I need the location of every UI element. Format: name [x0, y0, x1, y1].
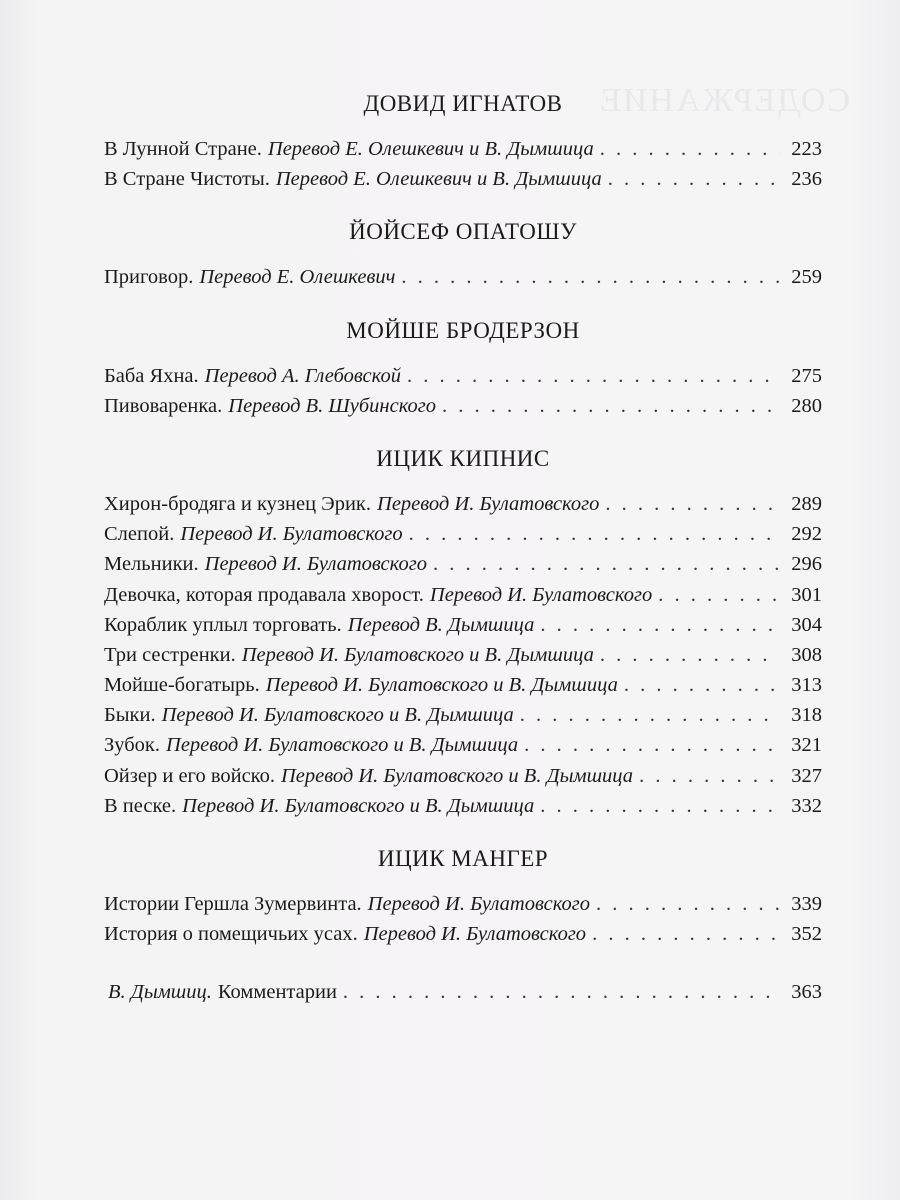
page-number: 223 — [791, 138, 822, 160]
dot-leader — [608, 164, 780, 194]
dot-leader — [540, 610, 780, 640]
entry-translator: Перевод Е. Олешкевич — [199, 266, 396, 289]
toc-entry — [104, 361, 822, 391]
dot-leader — [605, 489, 780, 519]
entry-title: Зубок. — [104, 734, 161, 757]
entry-title: История о помещичьих усах. — [104, 923, 358, 946]
toc-entry — [104, 670, 822, 700]
entry-title: Мойше-богатырь. — [104, 674, 260, 697]
toc-entry — [104, 791, 822, 821]
page-number: 301 — [791, 583, 822, 606]
dot-leader — [442, 391, 780, 421]
toc-entry — [104, 761, 822, 791]
page-number: 259 — [791, 266, 822, 289]
page-number: 236 — [791, 168, 822, 191]
toc-section — [104, 311, 822, 421]
entry-translator: Перевод И. Булатовского — [204, 553, 427, 576]
entry-title: Кораблик уплыл торговать. — [104, 613, 342, 636]
entry-title: Слепой. — [104, 523, 175, 546]
entry-translator: Перевод Е. Олешкевич и В. Дымшица — [267, 138, 594, 160]
toc-entry — [104, 489, 822, 519]
page-number: 280 — [791, 394, 822, 417]
toc-entry — [104, 730, 822, 760]
dot-leader — [407, 361, 780, 391]
toc-entry — [104, 549, 822, 579]
page-number: 332 — [791, 794, 822, 817]
page-number: 321 — [791, 734, 822, 757]
dot-leader — [409, 519, 780, 549]
table-of-contents — [104, 84, 822, 1008]
toc-entry — [104, 640, 822, 670]
entry-title: Приговор. — [104, 266, 194, 289]
author-heading: ИЦИК КИПНИС — [376, 445, 550, 471]
page-number: 313 — [791, 674, 822, 697]
dot-leader — [524, 730, 780, 760]
toc-entry — [104, 519, 822, 549]
entry-translator: Перевод И. Булатовского — [429, 583, 653, 606]
dot-leader — [520, 700, 780, 730]
toc-entry — [104, 134, 822, 164]
dot-leader — [639, 761, 780, 791]
bleed-through-text: СОДЕРЖАНИЕ — [597, 82, 850, 119]
page-number: 318 — [791, 704, 822, 727]
entry-translator: Перевод И. Булатовского — [180, 523, 403, 546]
page-number: 308 — [791, 643, 822, 666]
entry-title: Баба Яхна. — [104, 364, 199, 387]
toc-entry — [104, 391, 822, 421]
entry-title: Три сестренки. — [104, 643, 236, 666]
page-number: 363 — [791, 981, 822, 1004]
dot-leader — [401, 262, 780, 292]
entry-translator: Перевод И. Булатовского и В. Дымшица — [182, 794, 535, 817]
entry-title: В Лунной Стране. — [104, 138, 262, 160]
entry-title: В песке. — [104, 794, 177, 817]
dot-leader — [433, 549, 780, 579]
entry-translator: Перевод И. Булатовского — [377, 492, 600, 515]
author-heading: ИЦИК МАНГЕР — [377, 846, 549, 871]
toc-section — [104, 839, 822, 949]
toc-entry-commentary — [104, 977, 822, 1007]
toc-section — [104, 84, 822, 194]
entry-title: Истории Гершла Зумервинта. — [104, 893, 362, 915]
commentary-title: Комментарии — [217, 981, 337, 1004]
toc-entry — [104, 700, 822, 730]
page-number: 304 — [791, 613, 822, 636]
entry-translator: Перевод А. Глебовской — [204, 364, 401, 387]
dot-leader — [600, 134, 780, 164]
toc-entry — [104, 610, 822, 640]
page-number: 296 — [791, 553, 822, 576]
page-number: 289 — [791, 492, 822, 515]
entry-translator: Перевод Е. Олешкевич и В. Дымшица — [275, 168, 602, 191]
dot-leader — [343, 977, 780, 1007]
entry-title: Быки. — [104, 704, 156, 727]
page-number: 327 — [791, 764, 822, 787]
entry-title: Мельники. — [104, 553, 199, 576]
entry-translator: Перевод И. Булатовского — [367, 893, 590, 915]
toc-entry — [104, 919, 822, 949]
entry-title: Хирон-бродяга и кузнец Эрик. — [104, 492, 372, 515]
entry-translator: Перевод И. Булатовского и В. Дымшица — [265, 674, 618, 697]
entry-title: Девочка, которая продавала хворост. — [104, 583, 424, 606]
entry-title: В Стране Чистоты. — [104, 168, 270, 191]
author-heading: ЙОЙСЕФ ОПАТОШУ — [349, 219, 577, 245]
toc-entry — [104, 580, 822, 610]
toc-section — [104, 439, 822, 821]
entry-translator: Перевод И. Булатовского и В. Дымшица — [280, 764, 634, 787]
dot-leader — [596, 889, 780, 919]
page-number: 292 — [791, 523, 822, 546]
dot-leader — [600, 640, 780, 670]
toc-entry — [104, 262, 822, 292]
entry-translator: Перевод В. Дымшица — [347, 613, 535, 636]
entry-translator: Перевод В. Шубинского — [228, 394, 437, 417]
toc-section — [104, 212, 822, 292]
dot-leader — [540, 791, 780, 821]
dot-leader — [624, 670, 780, 700]
entry-translator: Перевод И. Булатовского — [363, 923, 587, 946]
author-heading: МОЙШЕ БРОДЕРЗОН — [346, 317, 580, 343]
entry-title: Ойзер и его войско. — [104, 764, 275, 787]
entry-translator: Перевод И. Булатовского и В. Дымшица — [241, 643, 594, 666]
commentary-author: В. Дымшиц. — [108, 981, 212, 1004]
page-number: 339 — [791, 893, 822, 915]
entry-translator: Перевод И. Булатовского и В. Дымшица — [166, 734, 519, 757]
page-number: 352 — [791, 923, 822, 946]
entry-title: Пивоваренка. — [104, 394, 223, 417]
dot-leader — [592, 919, 780, 949]
page-number: 275 — [791, 364, 822, 387]
entry-translator: Перевод И. Булатовского и В. Дымшица — [161, 704, 514, 727]
toc-entry — [104, 889, 822, 919]
dot-leader — [658, 580, 780, 610]
toc-entry — [104, 164, 822, 194]
author-heading: ДОВИД ИГНАТОВ — [363, 91, 563, 116]
